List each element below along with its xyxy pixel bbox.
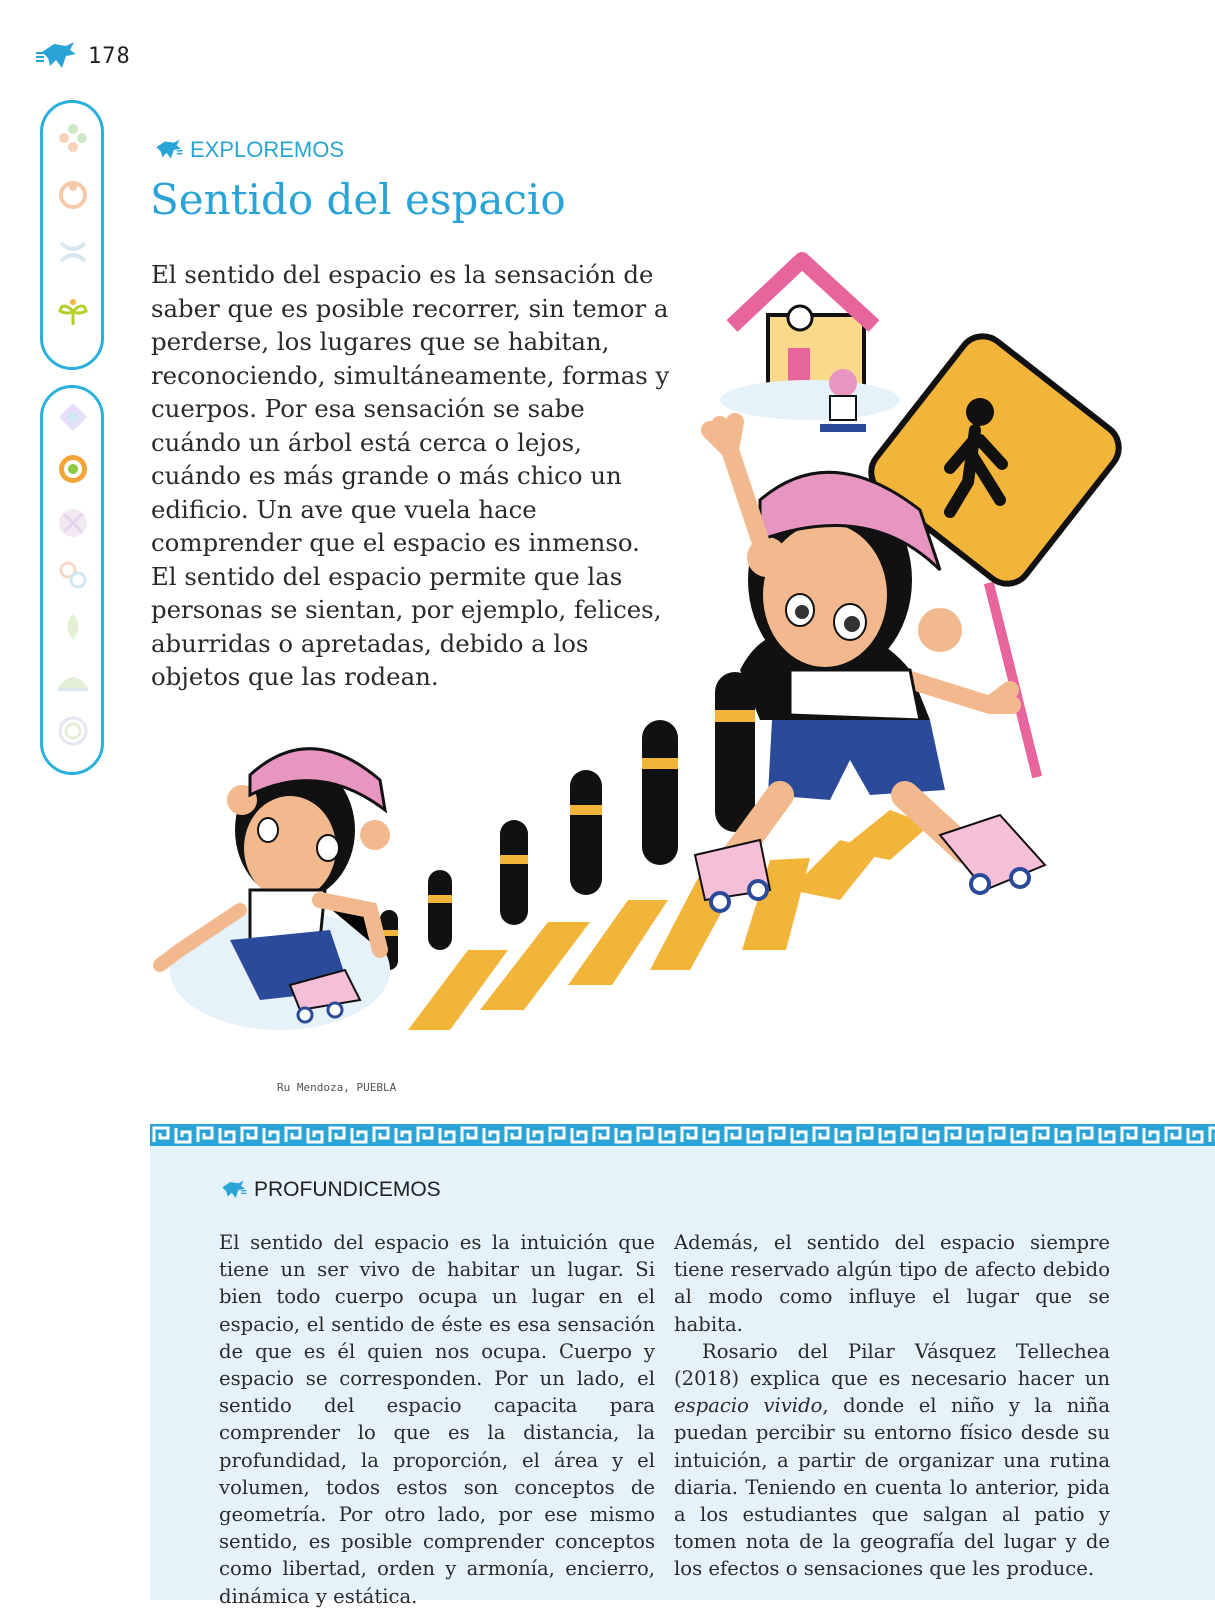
cross-circle-icon [56, 506, 90, 540]
sidebar-fields-capsule [40, 100, 104, 370]
page-number: 178 [88, 43, 131, 69]
deepen-column-1 [219, 1229, 655, 1610]
lotus-icon [56, 610, 90, 644]
deepen-column-2 [674, 1229, 1110, 1583]
paragraph-3-text-a: Rosario del Pilar Vásquez Tellechea (2018) explica que es necesario hacer un [674, 1339, 1110, 1391]
explore-label: EXPLOREMOS [190, 137, 345, 162]
illustration-credit: Ru Mendoza, PUEBLA [277, 1081, 397, 1094]
skating-girls-illustration [150, 250, 1130, 1070]
logo-bird-icon [152, 137, 184, 163]
deepen-paragraph-1: El sentido del espacio es la intuición que tiene un ser vivo de habitar un lugar. Si bien todo cuerpo ocupa un lugar en el espacio, el sentido de éste es esa sensación de que es él quien nos ocupa. Cuerpo y espacio se corresponden. Por un lado, el sentido del espacio capacita para comprender lo que es la distancia, la profundidad, la proporción, el área y el volumen, todos estos son conceptos de geometría. Por otro lado, por ese mismo sentido, es posible comprender conceptos como libertad, orden y armonía, encierro, dinámica y estática. [219, 1231, 655, 1608]
flower-icon [56, 121, 90, 155]
deepen-paragraph-3 [674, 1338, 1110, 1583]
paragraph-3-italic: espacio vivido [674, 1394, 823, 1418]
crouching-girl [160, 749, 390, 1030]
people-circle-icon [56, 178, 90, 212]
spiral-icon [56, 714, 90, 748]
deepen-label: PROFUNDICEMOS [254, 1178, 441, 1201]
link-icon [56, 558, 90, 592]
greca-border [150, 1124, 1215, 1146]
explore-section-tag [152, 137, 344, 163]
sidebar-axes-capsule [40, 385, 104, 775]
deepen-section-tag [218, 1178, 441, 1202]
diamond-icon [56, 400, 90, 434]
figures-icon [56, 235, 90, 269]
page-header [36, 38, 131, 74]
logo-bird-icon [218, 1178, 248, 1202]
house [720, 260, 900, 420]
deepen-paragraph-2: Además, el sentido del espacio siempre tiene reservado algún tipo de afecto debido al modo como influye el lugar que se habita. [674, 1231, 1110, 1336]
sprout-icon [56, 295, 90, 329]
target-icon [56, 452, 90, 486]
page-title: Sentido del espacio [150, 175, 566, 224]
logo-bird-icon [36, 38, 80, 74]
hill-icon [56, 662, 90, 696]
paragraph-3-text-b: , donde el niño y la niña puedan percibir su entorno físico desde su intuición, a partir de organizar una rutina diaria. Teniendo en cuenta lo anterior, pida a los estudiantes que salgan al patio y tomen nota de la geografía del lugar y de los efectos o sensaciones que les produce. [674, 1394, 1110, 1581]
intro-paragraph: El sentido del espacio es la sensación de saber que es posible recorrer, sin temor a perderse, los lugares que se habitan, reconociendo, simultáneamente, formas y cuerpos. Por esa sensación se sabe cuándo un árbol está cerca o lejos, cuándo es más grande o más chico un edificio. Un ave que vuela hace comprender que el espacio es inmenso. El sentido del espacio permite que las personas se sientan, por ejemplo, felices, aburridas o apretadas, debido a los objetos que las rodean. [151, 260, 670, 691]
